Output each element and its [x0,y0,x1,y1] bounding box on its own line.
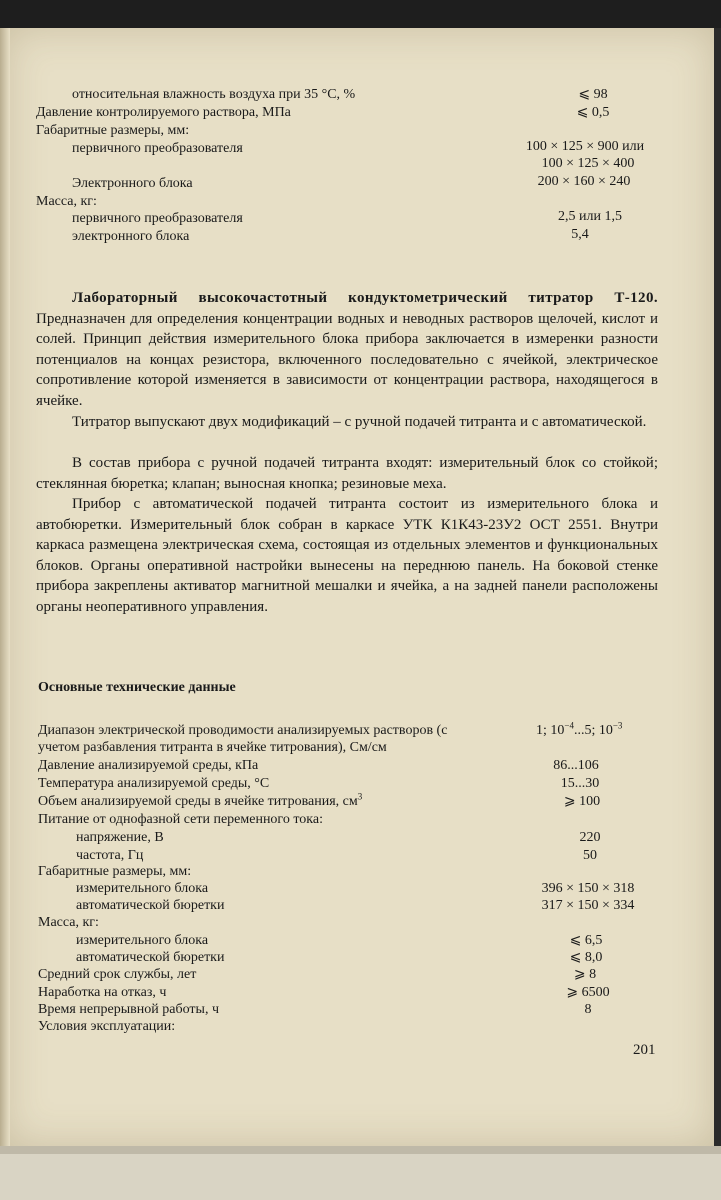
article-paragraph-2 [36,412,658,433]
spec1-dims-electronic-value: 200 × 160 × 240 [537,174,631,189]
spec2-dims-meas-label: измерительного блока [76,881,209,896]
spec1-dims-primary-alt-value: 100 × 125 × 400 [541,156,635,171]
spec2-mass-auto-label: автоматической бюретки [76,950,225,965]
spec2-voltage-value: 220 [579,830,601,845]
spec1-mass-electronic-label: электронного блока [72,229,190,244]
spec2-temp-label: Температура анализируемой среды, °С [38,776,270,791]
spec1-dims-label: Габаритные размеры, мм: [36,123,190,138]
spec1-humidity-label: относительная влажность воздуха при 35 °С, % [72,87,356,102]
spec2-voltage-label: напряжение, В [76,830,164,845]
spec2-range-label-1: Диапазон электрической проводимости анализируемых растворов (с [38,723,448,738]
article-title: Лабораторный высокочастотный кондуктометрический титратор Т-120. [72,290,658,306]
spec2-pressure-label: Давление анализируемой среды, кПа [38,758,259,773]
spec2-range-value: 1; $10^{-4}...5$; $10^{-3}$ [536,720,623,738]
spec1-dims-primary-value: 100 × 125 × 900 или [525,139,645,154]
spec2-volume-label: Объем анализируемой среды в ячейке титрования, $см^3$ [38,791,363,809]
spec2-temp-value: 15...30 [560,776,600,791]
spec1-humidity-value: ⩽ 98 [578,87,608,102]
spec2-continuous-value: 8 [584,1002,592,1017]
spec1-mass-primary-label: первичного преобразователя [72,211,243,226]
article-p3-text: В состав прибора с ручной подачей титранта входят: измерительный блок со стойкой; стеклянная бюретка; клапан; выносная кнопка; резиновые меха. [36,455,658,492]
spec1-pressure-value: ⩽ 0,5 [576,105,610,120]
page-number: 201 [633,1042,656,1058]
spec2-dims-label: Габаритные размеры, мм: [38,864,192,879]
article-p2-text: Титратор выпускают двух модификаций – с ручной подачей титранта и с автоматической. [72,414,647,430]
article-paragraph-3 [36,453,658,494]
spec2-range-label-2: учетом разбавления титранта в ячейке титрования), См/см [38,740,387,755]
page-spine-shadow [0,28,10,1146]
spec1-mass-label: Масса, кг: [36,194,97,209]
article-p4-text: Прибор с автоматической подачей титранта состоит из измерительного блока и автобюретки. Измерительный блок собран в каркасе УТК К1К43-23У2 ОСТ 2551. Внутри каркаса размещена электрическая схема, состоящая из отдельных элементов и функциональных блоков. Органы оперативной настройки вынесены на переднюю панель. На боковой стенке прибора закреплены активатор магнитной мешалки и ячейка, а на задней панели расположены органы неоперативного управления. [36,496,658,615]
specs-heading: Основные технические данные [38,680,236,695]
spec2-mtbf-value: ⩾ 6500 [566,985,610,1000]
article-paragraph-1 [36,288,658,412]
spec2-dims-meas-value: 396 × 150 × 318 [541,881,635,896]
spec2-freq-value: 50 [583,848,597,863]
scan-top-edge [0,0,721,28]
spec2-mass-auto-value: ⩽ 8,0 [569,950,603,965]
article-p1-text: Предназначен для определения концентрации водных и неводных растворов щелочей, кислот и солей. Принцип действия измерительного блока прибора заключается в измеренки разности потенциалов на концах резистора, включенного последовательно с ячейкой, электрическое сопротивление которой изменяется в зависимости от концентрации раствора, находящегося в ячейке. [36,310,658,409]
spec2-life-value: ⩾ 8 [573,967,597,982]
spec2-mass-meas-value: ⩽ 6,5 [569,933,603,948]
spec2-continuous-label: Время непрерывной работы, ч [38,1002,219,1017]
spec1-pressure-label: Давление контролируемого раствора, МПа [36,105,291,120]
spec2-pressure-value: 86...106 [553,758,599,773]
spec2-mass-meas-label: измерительного блока [76,933,209,948]
scan-bottom-edge [0,1146,721,1200]
spec1-dims-primary-label: первичного преобразователя [72,141,243,156]
spec2-freq-label: частота, Гц [76,848,144,863]
spec2-dims-auto-value: 317 × 150 × 334 [541,898,635,913]
spec2-mass-label: Масса, кг: [38,915,99,930]
spec2-mtbf-label: Наработка на отказ, ч [38,985,167,1000]
spec2-life-label: Средний срок службы, лет [38,967,197,982]
spec1-mass-electronic-value: 5,4 [571,227,589,242]
spec1-dims-electronic-label: Электронного блока [72,176,193,191]
article-paragraph-4 [36,494,658,618]
spec2-conditions-label: Условия эксплуатации: [38,1019,176,1034]
spec1-mass-primary-value: 2,5 или 1,5 [558,209,622,224]
spec2-dims-auto-label: автоматической бюретки [76,898,225,913]
spec2-volume-value: ⩾ 100 [563,794,601,809]
spec2-power-label: Питание от однофазной сети переменного тока: [38,812,323,827]
